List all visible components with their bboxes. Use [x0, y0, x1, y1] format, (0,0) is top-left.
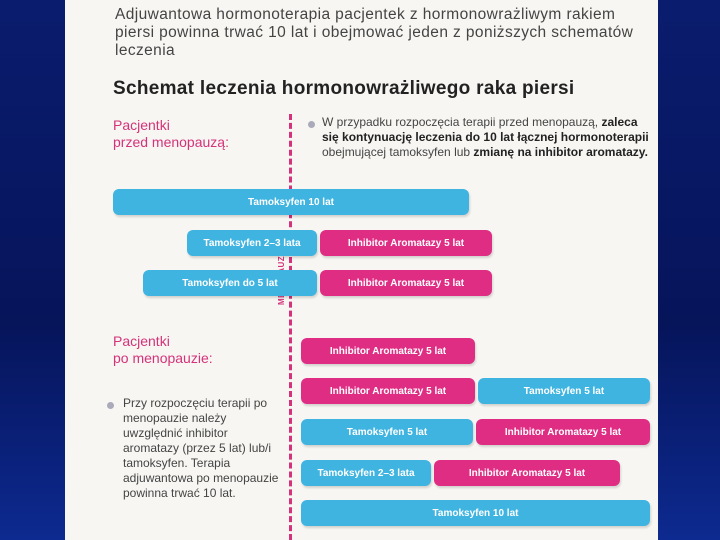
bar-aromatase-inhibitor-5y: Inhibitor Aromatazy 5 lat: [301, 378, 475, 404]
page-title: Schemat leczenia hormonowrażliwego raka piersi: [113, 78, 575, 99]
bullet-icon: [308, 121, 315, 128]
intro-text: Adjuwantowa hormonoterapia pacjentek z hormonowrażliwym rakiem piersi powinna trwać 10 lat i obejmować jeden z poniższych schematów leczenia: [115, 6, 634, 59]
bar-tamoxifen-up-to-5y: Tamoksyfen do 5 lat: [143, 270, 317, 296]
menopause-divider: [289, 114, 292, 540]
premenopausal-note: W przypadku rozpoczęcia terapii przed menopauzą, zaleca się kontynuację leczenia do 10 lat łącznej hormonoterapii obejmującej tamoksyfen lub zmianę na inhibitor aromatazy.: [322, 115, 649, 159]
bar-aromatase-inhibitor-5y: Inhibitor Aromatazy 5 lat: [320, 270, 492, 296]
bar-aromatase-inhibitor-5y: Inhibitor Aromatazy 5 lat: [301, 338, 475, 364]
bar-tamoxifen-10y: Tamoksyfen 10 lat: [113, 189, 469, 215]
bar-tamoxifen-2-3y: Tamoksyfen 2–3 lata: [187, 230, 317, 256]
bar-aromatase-inhibitor-5y: Inhibitor Aromatazy 5 lat: [476, 419, 650, 445]
premenopausal-label: Pacjentki przed menopauzą:: [113, 117, 229, 150]
bar-aromatase-inhibitor-5y: Inhibitor Aromatazy 5 lat: [320, 230, 492, 256]
bar-tamoxifen-10y: Tamoksyfen 10 lat: [301, 500, 650, 526]
bar-tamoxifen-5y: Tamoksyfen 5 lat: [301, 419, 473, 445]
slide-background-right: [658, 0, 720, 540]
postmenopausal-note: Przy rozpoczęciu terapii po menopauzie należy uwzględnić inhibitor aromatazy (przez 5 lat) lub/i tamoksyfen. Terapia adjuwantowa po menopauzie powinna trwać 10 lat.: [123, 396, 279, 500]
bar-aromatase-inhibitor-5y: Inhibitor Aromatazy 5 lat: [434, 460, 620, 486]
bar-tamoxifen-2-3y: Tamoksyfen 2–3 lata: [301, 460, 431, 486]
document-page: [65, 0, 658, 540]
bar-tamoxifen-5y: Tamoksyfen 5 lat: [478, 378, 650, 404]
bullet-icon: [107, 402, 114, 409]
slide-background-left: [0, 0, 65, 540]
postmenopausal-label: Pacjentki po menopauzie:: [113, 333, 213, 366]
